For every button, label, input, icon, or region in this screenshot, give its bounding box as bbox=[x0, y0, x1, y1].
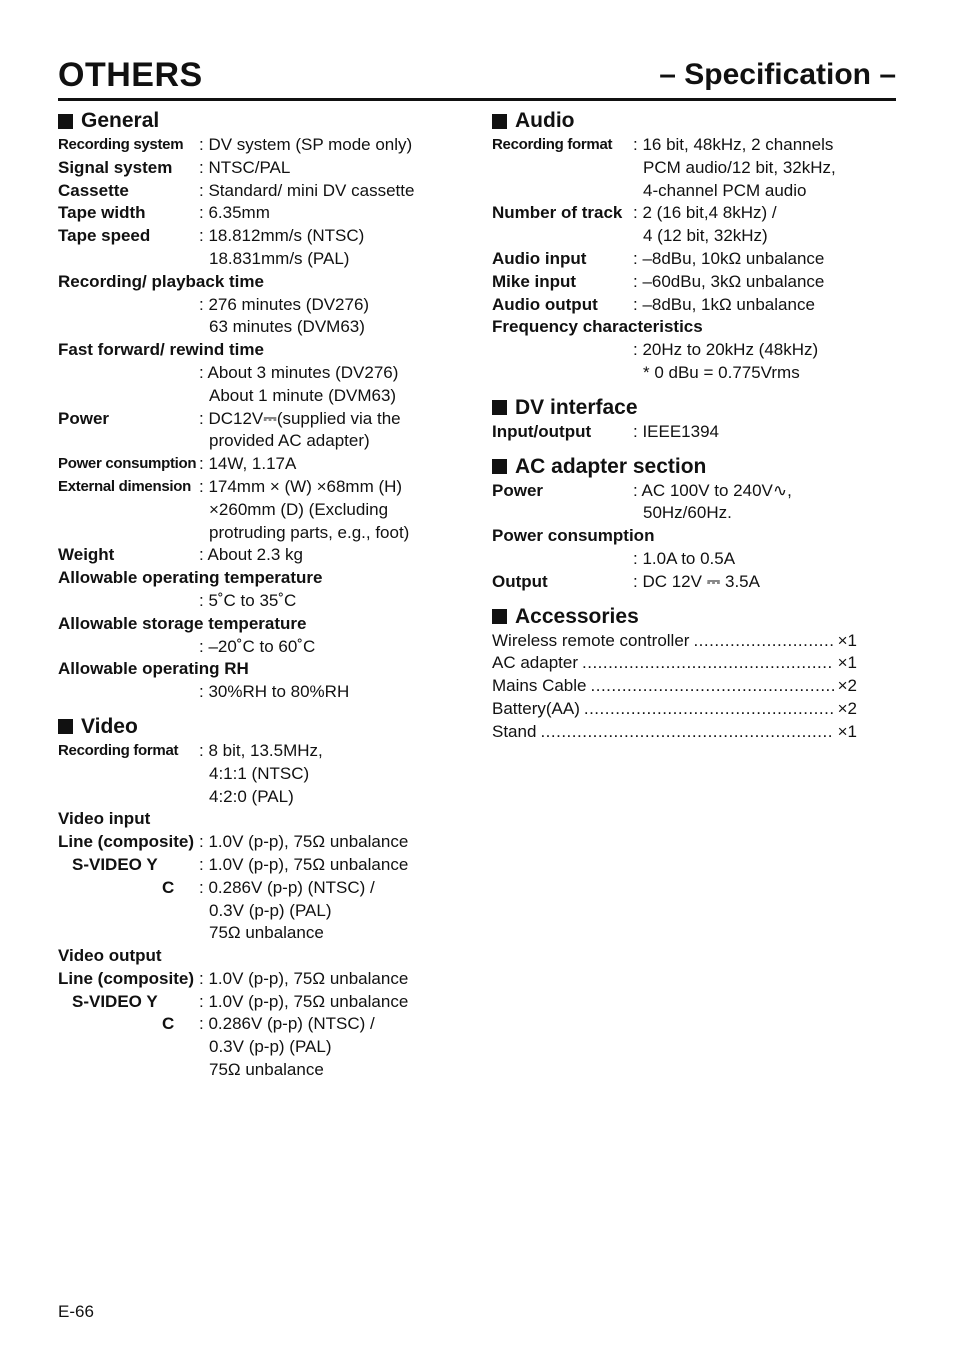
spec-row bbox=[58, 202, 448, 225]
spec-value-line: : –8dBu, 1kΩ unbalance bbox=[633, 294, 815, 314]
section-heading-video bbox=[58, 714, 448, 740]
spec-value bbox=[199, 991, 448, 1014]
accessory-quantity: ×2 bbox=[837, 676, 857, 696]
spec-value-line: : 1.0V (p-p), 75Ω unbalance bbox=[199, 968, 409, 988]
accessory-name: Stand bbox=[492, 721, 537, 741]
spec-value bbox=[199, 225, 448, 271]
spec-value bbox=[633, 294, 857, 317]
spec-value-line: protruding parts, e.g., foot) bbox=[209, 522, 410, 542]
section-heading-dv-interface bbox=[492, 395, 857, 421]
spec-row bbox=[58, 362, 448, 408]
spec-value bbox=[199, 740, 448, 808]
spec-row bbox=[58, 157, 448, 180]
spec-row bbox=[58, 294, 448, 340]
spec-value bbox=[199, 134, 448, 157]
spec-value bbox=[199, 636, 448, 659]
spec-row bbox=[492, 134, 857, 202]
section-heading-text: AC adapter section bbox=[515, 454, 707, 478]
spec-value-line: 4:2:0 (PAL) bbox=[209, 786, 294, 806]
dot-leader bbox=[584, 698, 834, 721]
spec-row bbox=[492, 202, 857, 248]
spec-value-line: * 0 dBu = 0.775Vrms bbox=[643, 362, 800, 382]
spec-row bbox=[58, 636, 448, 659]
spec-row bbox=[492, 480, 857, 526]
spec-row bbox=[58, 1013, 448, 1081]
square-bullet-icon bbox=[58, 114, 73, 129]
spec-label: Fast forward/ rewind time bbox=[58, 340, 264, 360]
spec-value bbox=[199, 453, 448, 476]
square-bullet-icon bbox=[492, 459, 507, 474]
spec-value-line: 75Ω unbalance bbox=[209, 1060, 324, 1080]
spec-label: Audio output bbox=[492, 294, 598, 314]
spec-value bbox=[199, 968, 448, 991]
spec-value-line: 4:1:1 (NTSC) bbox=[209, 763, 310, 783]
spec-value-line: : 8 bit, 13.5MHz, bbox=[199, 740, 323, 760]
spec-value bbox=[199, 157, 448, 180]
spec-row bbox=[492, 571, 857, 594]
section-heading-general bbox=[58, 108, 448, 134]
spec-label: Video output bbox=[58, 946, 162, 966]
spec-value bbox=[199, 590, 448, 613]
spec-value bbox=[199, 854, 448, 877]
spec-row bbox=[492, 294, 857, 317]
spec-value-line: : 2 (16 bit,4 8kHz) / bbox=[633, 203, 777, 223]
spec-value-line: : 16 bit, 48kHz, 2 channels bbox=[633, 135, 834, 154]
spec-row bbox=[58, 831, 448, 854]
spec-label: Power bbox=[492, 480, 544, 500]
spec-label: Audio input bbox=[492, 248, 587, 268]
spec-label: Line (composite) bbox=[58, 968, 195, 988]
spec-value-line: 0.3V (p-p) (PAL) bbox=[209, 900, 332, 920]
spec-label: Number of track bbox=[492, 203, 623, 223]
spec-label: Power consumption bbox=[58, 455, 197, 473]
spec-row bbox=[58, 991, 448, 1014]
spec-value-line: : 5˚C to 35˚C bbox=[199, 590, 297, 610]
spec-label: Signal system bbox=[58, 157, 173, 177]
spec-value bbox=[633, 202, 857, 248]
section-title: OTHERS bbox=[58, 56, 203, 94]
spec-value bbox=[633, 548, 857, 571]
spec-row bbox=[492, 271, 857, 294]
spec-label: Power consumption bbox=[492, 526, 655, 546]
spec-value-line: 75Ω unbalance bbox=[209, 923, 324, 943]
spec-row bbox=[58, 225, 448, 271]
spec-label: Weight bbox=[58, 545, 115, 565]
label-spacer bbox=[492, 339, 633, 385]
spec-value bbox=[633, 134, 857, 202]
section-heading-text: Accessories bbox=[515, 604, 639, 628]
spec-value-line: ×260mm (D) (Excluding bbox=[209, 499, 389, 519]
spec-label: Output bbox=[492, 571, 548, 591]
accessory-item bbox=[492, 698, 857, 721]
spec-value-line: : –60dBu, 3kΩ unbalance bbox=[633, 271, 825, 291]
label-spacer bbox=[58, 590, 199, 613]
spec-value bbox=[199, 202, 448, 225]
accessory-name: Battery(AA) bbox=[492, 698, 580, 718]
spec-value bbox=[633, 271, 857, 294]
spec-value-line: : 1.0V (p-p), 75Ω unbalance bbox=[199, 832, 409, 852]
spec-value-line: 4 (12 bit, 32kHz) bbox=[643, 226, 768, 246]
section-heading-accessories bbox=[492, 604, 857, 630]
left-column bbox=[58, 108, 448, 1082]
spec-value bbox=[633, 339, 857, 385]
spec-value-line: : 14W, 1.17A bbox=[199, 454, 297, 474]
spec-value bbox=[199, 1013, 448, 1081]
spec-value bbox=[199, 681, 448, 704]
spec-value bbox=[633, 571, 857, 594]
spec-label: Allowable operating RH bbox=[58, 659, 249, 679]
square-bullet-icon bbox=[492, 114, 507, 129]
spec-label: Recording system bbox=[58, 136, 184, 153]
accessory-quantity: ×2 bbox=[837, 698, 857, 718]
spec-value bbox=[199, 877, 448, 945]
section-heading-text: DV interface bbox=[515, 395, 638, 419]
spec-label: Recording format bbox=[492, 136, 613, 153]
spec-value-line: : –8dBu, 10kΩ unbalance bbox=[633, 248, 825, 268]
section-heading-text: Video bbox=[81, 714, 138, 738]
spec-value-line: 0.3V (p-p) (PAL) bbox=[209, 1037, 332, 1057]
spec-row bbox=[492, 421, 857, 444]
spec-row bbox=[58, 408, 448, 454]
square-bullet-icon bbox=[492, 609, 507, 624]
spec-label: C bbox=[162, 877, 175, 897]
label-spacer bbox=[58, 681, 199, 704]
page-number: E-66 bbox=[58, 1302, 94, 1321]
spec-value-line: PCM audio/12 bit, 32kHz, bbox=[643, 157, 836, 177]
spec-row bbox=[58, 180, 448, 203]
spec-value-line: provided AC adapter) bbox=[209, 431, 370, 451]
spec-value-line: : DC12V⎓(supplied via the bbox=[199, 408, 401, 428]
spec-label: Frequency characteristics bbox=[492, 317, 703, 337]
section-heading-ac-adapter-section bbox=[492, 454, 857, 480]
accessory-item bbox=[492, 721, 857, 744]
spec-label: Recording format bbox=[58, 741, 179, 759]
spec-value-line: : 18.812mm/s (NTSC) bbox=[199, 226, 365, 246]
spec-label: Line (composite) bbox=[58, 832, 195, 852]
spec-row bbox=[492, 248, 857, 271]
spec-value bbox=[199, 362, 448, 408]
spec-value-line: : 6.35mm bbox=[199, 203, 270, 223]
dot-leader bbox=[540, 721, 833, 744]
spec-value-line: : About 3 minutes (DV276) bbox=[199, 362, 399, 382]
accessory-name: Mains Cable bbox=[492, 676, 587, 696]
spec-value-line: : –20˚C to 60˚C bbox=[199, 636, 316, 656]
spec-value bbox=[199, 476, 448, 544]
spec-value-line: : 1.0V (p-p), 75Ω unbalance bbox=[199, 991, 409, 1011]
spec-value-line: : 30%RH to 80%RH bbox=[199, 682, 350, 702]
spec-label: Mike input bbox=[492, 271, 577, 291]
spec-value-line: : 1.0A to 0.5A bbox=[633, 548, 736, 568]
spec-value bbox=[199, 180, 448, 203]
accessory-quantity: ×1 bbox=[837, 630, 857, 650]
spec-value bbox=[199, 831, 448, 854]
spec-row bbox=[58, 968, 448, 991]
spec-row bbox=[58, 544, 448, 567]
spec-row bbox=[58, 877, 448, 945]
spec-value bbox=[633, 480, 857, 526]
spec-row bbox=[58, 134, 448, 157]
spec-value-line: : 0.286V (p-p) (NTSC) / bbox=[199, 877, 375, 897]
section-heading-audio bbox=[492, 108, 857, 134]
spec-label: Allowable operating temperature bbox=[58, 568, 323, 588]
dot-leader bbox=[582, 652, 834, 675]
spec-value-line: : NTSC/PAL bbox=[199, 157, 291, 177]
right-column bbox=[492, 108, 857, 744]
dot-leader bbox=[693, 630, 833, 653]
spec-value-line: 63 minutes (DVM63) bbox=[209, 317, 365, 337]
accessory-item bbox=[492, 652, 857, 675]
spec-value-line: : 20Hz to 20kHz (48kHz) bbox=[633, 340, 819, 360]
spec-value bbox=[199, 544, 448, 567]
label-spacer bbox=[58, 294, 199, 340]
spec-label: Video input bbox=[58, 809, 151, 829]
spec-value-line: : AC 100V to 240V∿, bbox=[633, 480, 792, 500]
spec-value-line: : IEEE1394 bbox=[633, 421, 720, 441]
spec-value-line: : DV system (SP mode only) bbox=[199, 135, 413, 154]
spec-value-line: 18.831mm/s (PAL) bbox=[209, 248, 350, 268]
spec-label: External dimension bbox=[58, 477, 191, 495]
spec-row bbox=[58, 681, 448, 704]
section-heading-text: General bbox=[81, 109, 160, 132]
spec-value-line: : About 2.3 kg bbox=[199, 545, 303, 565]
label-spacer bbox=[492, 548, 633, 571]
spec-label: Tape width bbox=[58, 203, 146, 223]
dot-leader bbox=[591, 675, 834, 698]
spec-value-line: : 0.286V (p-p) (NTSC) / bbox=[199, 1014, 375, 1034]
accessory-quantity: ×1 bbox=[837, 653, 857, 673]
spec-label: C bbox=[162, 1014, 175, 1034]
spec-value-line: : DC 12V ⎓ 3.5A bbox=[633, 571, 760, 591]
spec-value-line: : Standard/ mini DV cassette bbox=[199, 180, 415, 200]
spec-value bbox=[633, 421, 857, 444]
accessory-item bbox=[492, 675, 857, 698]
spec-value bbox=[199, 408, 448, 454]
accessory-quantity: ×1 bbox=[837, 721, 857, 741]
spec-value-line: About 1 minute (DVM63) bbox=[209, 385, 397, 405]
spec-value-line: : 1.0V (p-p), 75Ω unbalance bbox=[199, 854, 409, 874]
label-spacer bbox=[58, 636, 199, 659]
spec-label: Recording/ playback time bbox=[58, 271, 264, 291]
spec-value-line: 50Hz/60Hz. bbox=[643, 503, 732, 523]
spec-label: Input/output bbox=[492, 421, 592, 441]
spec-label: Cassette bbox=[58, 180, 129, 200]
page-header bbox=[58, 52, 896, 101]
square-bullet-icon bbox=[492, 400, 507, 415]
label-spacer bbox=[58, 362, 199, 408]
accessory-item bbox=[492, 630, 857, 653]
spec-label: Power bbox=[58, 408, 110, 428]
accessory-name: Wireless remote controller bbox=[492, 630, 690, 650]
spec-row bbox=[492, 548, 857, 571]
spec-row bbox=[58, 476, 448, 544]
spec-value-line: : 276 minutes (DV276) bbox=[199, 294, 370, 314]
spec-row bbox=[58, 453, 448, 476]
spec-label: Tape speed bbox=[58, 226, 151, 246]
spec-label: S-VIDEO Y bbox=[72, 854, 158, 874]
accessory-name: AC adapter bbox=[492, 653, 578, 673]
page-title: – Specification – bbox=[659, 58, 896, 91]
spec-label: Allowable storage temperature bbox=[58, 613, 307, 633]
spec-row bbox=[58, 590, 448, 613]
spec-value-line: 4-channel PCM audio bbox=[643, 180, 807, 200]
spec-value bbox=[633, 248, 857, 271]
spec-row bbox=[58, 740, 448, 808]
section-heading-text: Audio bbox=[515, 109, 575, 132]
spec-label: S-VIDEO Y bbox=[72, 991, 158, 1011]
square-bullet-icon bbox=[58, 719, 73, 734]
spec-row bbox=[492, 339, 857, 385]
spec-row bbox=[58, 854, 448, 877]
spec-value bbox=[199, 294, 448, 340]
spec-value-line: : 174mm × (W) ×68mm (H) bbox=[199, 476, 403, 496]
